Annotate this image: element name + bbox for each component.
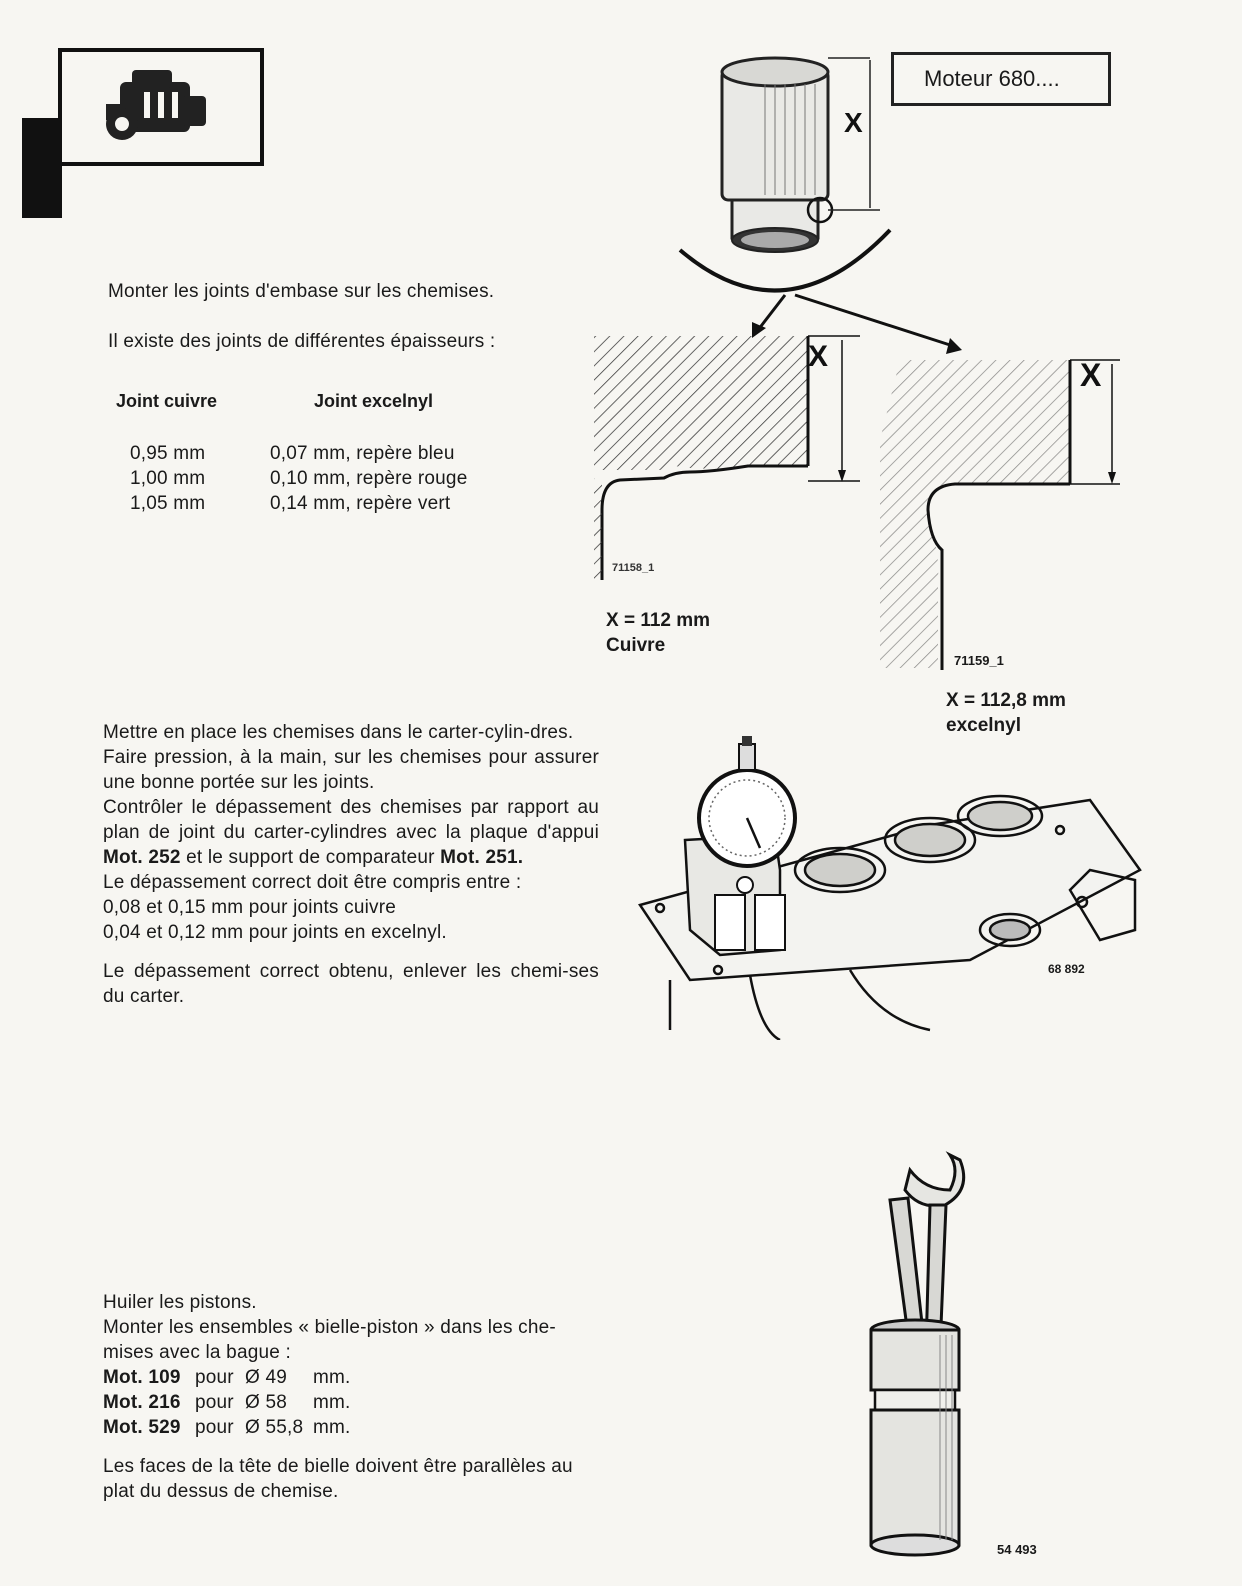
column-header-excelnyl: Joint excelnyl — [314, 391, 434, 411]
table-cell: 0,14 mm, repère vert — [270, 493, 451, 514]
paragraph-text: et le support de comparateur — [186, 847, 435, 868]
intro-text: Il existe des joints de différentes épaisseurs : — [108, 331, 496, 352]
caption-copper — [606, 608, 710, 658]
tool-reference: Mot. 251. — [440, 847, 524, 868]
dial-gauge-illustration — [630, 730, 1150, 1040]
thickness-column-excelnyl — [270, 441, 467, 516]
paragraph-text: Contrôler le dépassement des chemises par rapport au plan de joint du carter-cylindres avec la plaque d'appui — [103, 797, 599, 843]
figure-reference: 71158_1 — [612, 562, 655, 574]
tool-reference: Mot. 252 — [103, 847, 181, 868]
engine-thumbnail — [58, 48, 264, 166]
cylinder-liner-illustration — [722, 58, 880, 252]
figure-reference: 68 892 — [1048, 962, 1085, 976]
dial-gauge — [685, 736, 795, 955]
procedure-paragraph — [103, 720, 599, 1009]
tool-pour: pour — [195, 1392, 234, 1413]
caption-material: excelnyl — [946, 715, 1021, 736]
thickness-column-cuivre — [130, 441, 205, 516]
paragraph-line: Faire pression, à la main, sur les chemises pour assurer une bonne portée sur les joints. — [103, 747, 599, 793]
block-section-excelnyl — [880, 357, 1120, 670]
piston-procedure — [103, 1290, 599, 1504]
figure-reference: 54 493 — [997, 1542, 1037, 1557]
piston-ring-tool — [871, 1320, 959, 1555]
table-cell: 1,05 mm — [130, 493, 206, 514]
paragraph-line: Le dépassement correct obtenu, enlever les chemi-ses du carter. — [103, 961, 599, 1007]
dimension-label: X — [1080, 357, 1102, 393]
tool-row — [103, 1415, 599, 1440]
engine-icon — [62, 52, 260, 162]
table-cell: 0,07 mm, repère bleu — [270, 443, 455, 464]
tool-reference: Mot. 109 — [103, 1367, 181, 1388]
caption-material: Cuivre — [606, 635, 666, 656]
tool-unit: mm. — [313, 1367, 351, 1388]
paragraph-line — [103, 795, 599, 870]
figure-reference: 71159_1 — [954, 653, 1004, 668]
tool-diameter: Ø 58 — [245, 1392, 287, 1413]
block-section-copper — [594, 336, 860, 580]
paragraph-line: Monter les ensembles « bielle-piston » dans les che-mises avec la bague : — [103, 1317, 556, 1363]
column-header-cuivre: Joint cuivre — [116, 391, 218, 411]
table-cell: 0,10 mm, repère rouge — [270, 468, 468, 489]
instruction-text: Monter les joints d'embase sur les chemises. — [108, 281, 495, 302]
table-cell: 0,95 mm — [130, 443, 206, 464]
paragraph-line: Le dépassement correct doit être compris entre : — [103, 872, 522, 893]
tool-unit: mm. — [313, 1417, 351, 1438]
paragraph-line: Les faces de la tête de bielle doivent être parallèles au plat du dessus de chemise. — [103, 1456, 573, 1502]
caption-dimension: X = 112,8 mm — [946, 690, 1066, 711]
tool-reference: Mot. 216 — [103, 1392, 181, 1413]
table-cell: 1,00 mm — [130, 468, 206, 489]
dimension-label: X — [808, 340, 829, 373]
paragraph-line: 0,04 et 0,12 mm pour joints en excelnyl. — [103, 922, 447, 943]
tool-unit: mm. — [313, 1392, 351, 1413]
engine-label: Moteur 680.... — [891, 52, 1111, 106]
paragraph-line: Mettre en place les chemises dans le carter-cylin-dres. — [103, 722, 574, 743]
tool-row — [103, 1365, 599, 1390]
paragraph-line: Huiler les pistons. — [103, 1292, 257, 1313]
caption-dimension: X = 112 mm — [606, 610, 711, 631]
paragraph-line: 0,08 et 0,15 mm pour joints cuivre — [103, 897, 396, 918]
tool-reference: Mot. 529 — [103, 1417, 181, 1438]
tool-diameter: Ø 55,8 — [245, 1417, 304, 1438]
dimension-label: X — [844, 107, 863, 138]
tool-pour: pour — [195, 1367, 234, 1388]
tool-pour: pour — [195, 1417, 234, 1438]
tool-row — [103, 1390, 599, 1415]
connecting-rod-illustration — [850, 1150, 980, 1570]
section-tab — [22, 118, 62, 218]
tool-diameter: Ø 49 — [245, 1367, 287, 1388]
